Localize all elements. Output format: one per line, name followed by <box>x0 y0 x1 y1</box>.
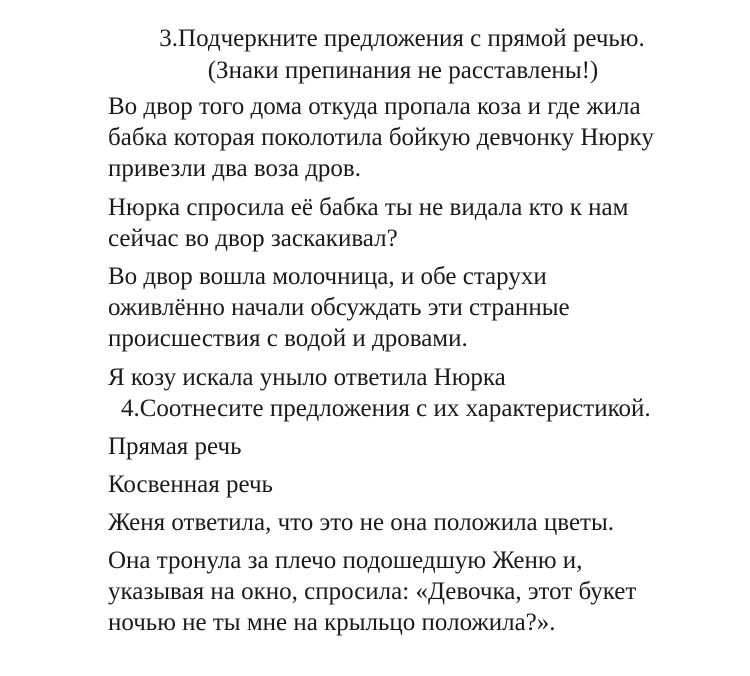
text-line: бабка которая поколотила бойкую девчонку Нюрку <box>108 124 654 151</box>
task3-note: (Знаки препинания не расставлены!) <box>207 57 599 84</box>
text-line: Я козу искала уныло ответила Нюрка <box>108 364 506 391</box>
task4-title: 4.Соотнесите предложения с их характеристикой. <box>121 395 651 422</box>
text-line: происшествия с водой и дровами. <box>108 325 468 352</box>
text-line: Нюрка спросила её бабка ты не видала кто к нам <box>108 194 629 221</box>
text-line: сейчас во двор заскакивал? <box>108 225 398 252</box>
text-line: Женя ответила, что это не она положила цветы. <box>108 509 615 536</box>
task3-title: 3.Подчеркните предложения с прямой речью. <box>159 25 645 52</box>
text-line: оживлённо начали обсуждать эти странные <box>108 294 570 321</box>
label-indirect-speech: Косвенная речь <box>108 471 273 498</box>
text-line: привезли два воза дров. <box>108 155 361 182</box>
text-line: Во двор вошла молочница, и обе старухи <box>108 263 547 290</box>
text-line: Во двор того дома откуда пропала коза и где жила <box>108 93 641 120</box>
label-direct-speech: Прямая речь <box>108 433 242 460</box>
text-line: Она тронула за плечо подошедшую Женю и, <box>108 547 583 574</box>
text-line: указывая на окно, спросила: «Девочка, этот букет <box>108 578 637 605</box>
text-line: ночью не ты мне на крыльцо положила?». <box>108 609 556 636</box>
